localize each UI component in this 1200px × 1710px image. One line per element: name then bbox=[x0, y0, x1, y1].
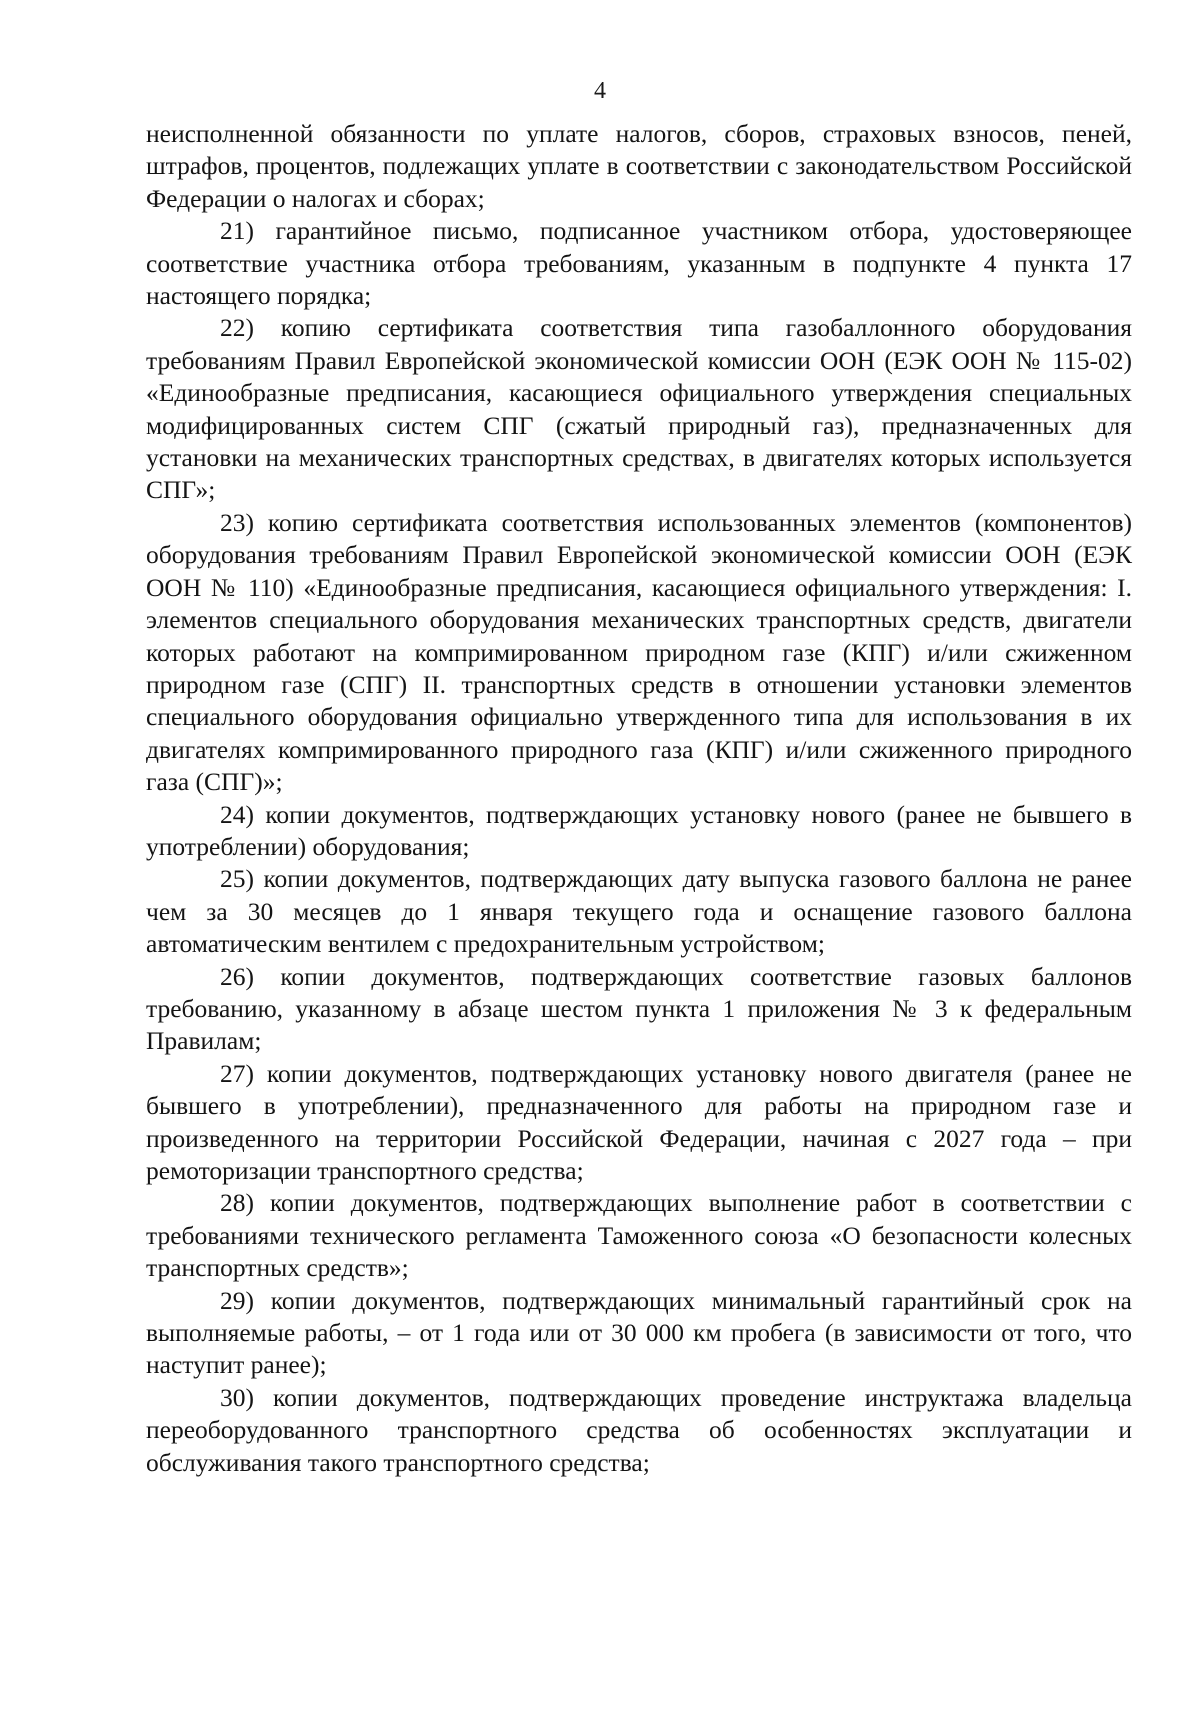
list-item-30: 30) копии документов, подтверждающих проведение инструктажа владельца переоборудованного транспортного средства об особенностях эксплуатации и обслуживания такого транспортного средства; bbox=[146, 1382, 1132, 1477]
list-item-29: 29) копии документов, подтверждающих минимальный гарантийный срок на выполняемые работы, – от 1 года или от 30 000 км пробега (в зависимости от того, что наступит ранее); bbox=[146, 1285, 1132, 1380]
continuation-paragraph: неисполненной обязанности по уплате налогов, сборов, страховых взносов, пеней, штрафов, процентов, подлежащих уплате в соответствии с законодательством Российской Федерации о налогах и сборах; bbox=[146, 119, 1132, 213]
list-item-21: 21) гарантийное письмо, подписанное участником отбора, удостоверяющее соответствие участника отбора требованиям, указанным в подпункте 4 пункта 17 настоящего порядка; bbox=[146, 216, 1132, 311]
document-body bbox=[146, 118, 1132, 1479]
list-item-24: 24) копии документов, подтверждающих установку нового (ранее не бывшего в употреблении) оборудования; bbox=[146, 799, 1132, 861]
list-item-26: 26) копии документов, подтверждающих соответствие газовых баллонов требованию, указанному в абзаце шестом пункта 1 приложения № 3 к федеральным Правилам; bbox=[146, 961, 1132, 1056]
list-item-22: 22) копию сертификата соответствия типа газобаллонного оборудования требованиям Правил Европейской экономической комиссии ООН (ЕЭК ООН № 115-02) «Единообразные предписания, касающиеся официального утверждения специальных модифицированных систем СПГ (сжатый природный газ), предназначенных для установки на механических транспортных средствах, в двигателях которых используется СПГ»; bbox=[146, 313, 1132, 505]
list-item-23: 23) копию сертификата соответствия использованных элементов (компонентов) оборудования требованиям Правил Европейской экономической комиссии ООН (ЕЭК ООН № 110) «Единообразные предписания, касающиеся официального утверждения: I. элементов специального оборудования механических транспортных средств, двигатели которых работают на компримированном природном газе (КПГ) и/или сжиженном природном газе (СПГ) II. транспортных средств в отношении установки элементов специального оборудования официально утвержденного типа для использования в их двигателях компримированного природного газа (КПГ) и/или сжиженного природного газа (СПГ)»; bbox=[146, 507, 1132, 797]
list-item-28: 28) копии документов, подтверждающих выполнение работ в соответствии с требованиями технического регламента Таможенного союза «О безопасности колесных транспортных средств»; bbox=[146, 1188, 1132, 1283]
list-item-27: 27) копии документов, подтверждающих установку нового двигателя (ранее не бывшего в употреблении), предназначенного для работы на природном газе и произведенного на территории Российской Федерации, начиная с 2027 года – при ремоторизации транспортного средства; bbox=[146, 1058, 1132, 1185]
list-item-25: 25) копии документов, подтверждающих дату выпуска газового баллона не ранее чем за 30 месяцев до 1 января текущего года и оснащение газового баллона автоматическим вентилем с предохранительным устройством; bbox=[146, 864, 1132, 959]
page-number: 4 bbox=[594, 78, 606, 104]
